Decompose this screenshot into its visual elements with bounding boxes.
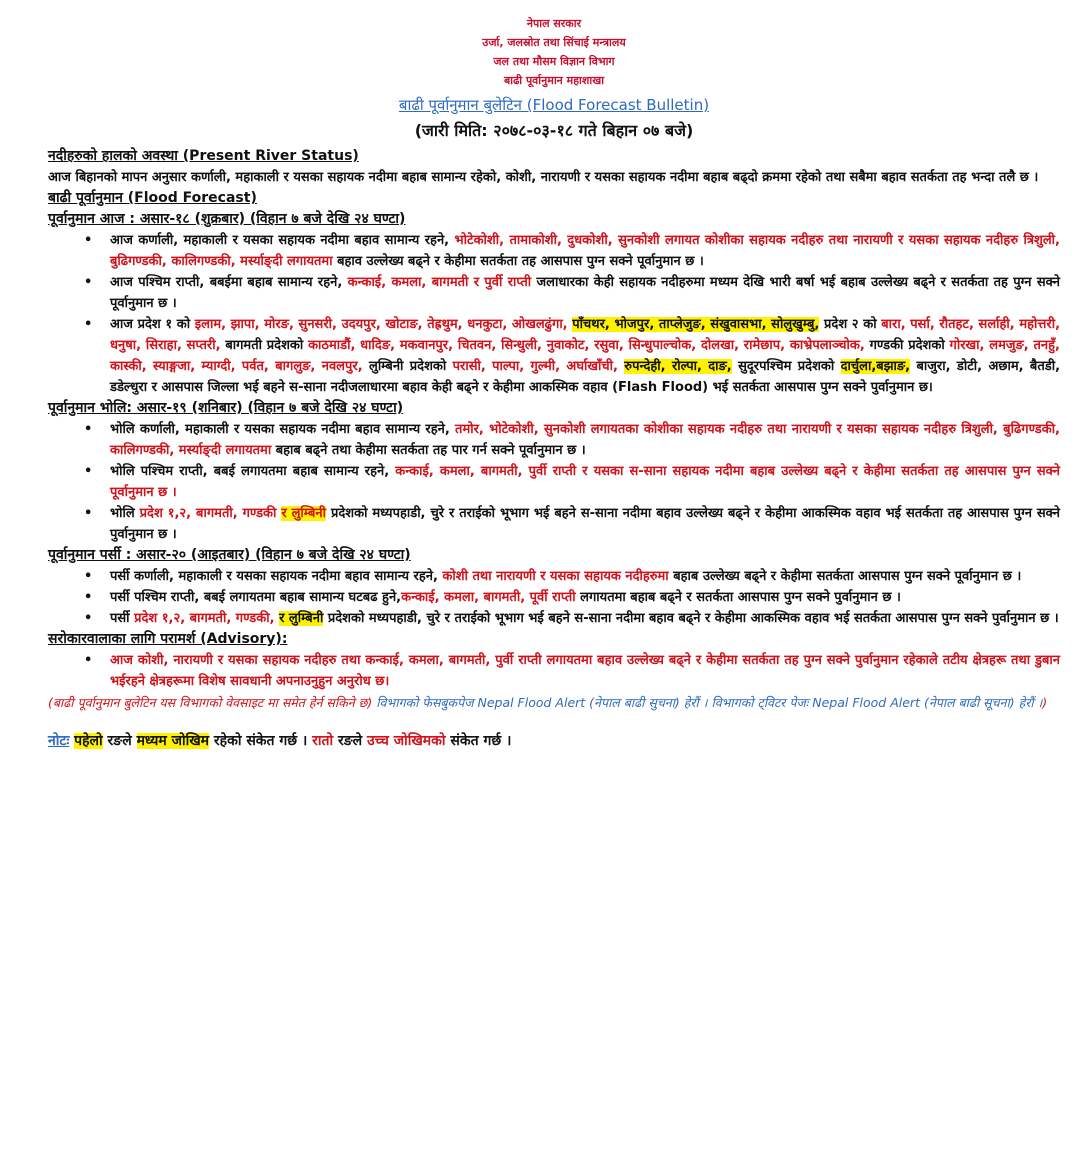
forecast-dayafter-heading: पूर्वानुमान पर्सी : असार-२० (आइतबार) (विहान ७ बजे देखि २४ घण्टा): [48, 547, 411, 563]
note-label: नोटः: [48, 733, 70, 749]
yellow-highlight: र लुम्बिनी: [279, 611, 324, 626]
flood-forecast-heading: बाढी पूर्वानुमान (Flood Forecast): [48, 190, 257, 206]
gov-header: [48, 14, 1060, 90]
bullet-icon: •: [84, 569, 93, 584]
header-line-ministry: उर्जा, जलस्रोत तथा सिंचाई मन्त्रालय: [482, 36, 626, 49]
advisory-heading: सरोकारवालाका लागि परामर्श (Advisory):: [48, 631, 288, 647]
list-item: • भोलि पश्चिम राप्ती, बबई लगायतमा बहाब सामान्य रहने, कन्काई, कमला, बागमती, पुर्वी राप्ती र यसका स-साना सहायक नदीमा बहाब उल्लेख्य बढ्ने र केहीमा सतर्कता तह आसपास पुग्न सक्ने पूर्वानुमान छ ।: [48, 461, 1060, 503]
forecast-tomorrow-list: [48, 419, 1060, 545]
bullet-icon: •: [84, 275, 93, 290]
footer-links-note: (बाढी पूर्वानुमान बुलेटिन यस विभागको वेवसाइट मा समेत हेर्न सकिने छ) विभागको फेसबुकपेज Nepal Flood Alert (नेपाल बाढी सुचना) हेरौं । विभागको ट्विटर पेजः Nepal Flood Alert (नेपाल बाढी सूचना) हेरौं ।): [48, 695, 1048, 710]
list-item: • भोलि प्रदेश १,२, बागमती, गण्डकी र लुम्बिनी प्रदेशको मध्यपहाडी, चुरे र तराईको भूभाग भई बहने स-साना नदीमा बहाव उल्लेख्य बढ्ने र केहीमा आकस्मिक वहाव भई सतर्कता तह आसपास पुग्न सक्ने पुर्वानुमान छ ।: [48, 503, 1060, 545]
present-status-text: आज बिहानको मापन अनुसार कर्णाली, महाकाली र यसका सहायक नदीमा बहाब सामान्य रहेको, कोशी, नारायणी र यसका सहायक नदीमा बहाब बढ्दो क्रममा रहेको तथा सबैमा बहाव सतर्कता तह भन्दा तलै छ ।: [48, 170, 1039, 185]
yellow-highlight: दार्चुला,बझाङ,: [840, 359, 911, 374]
bullet-icon: •: [84, 464, 93, 479]
bullet-icon: •: [84, 611, 93, 626]
yellow-highlight: र लुम्बिनी: [281, 506, 327, 521]
bullet-icon: •: [84, 317, 93, 332]
yellow-meaning: मध्यम जोखिम: [136, 733, 210, 749]
list-item: • भोलि कर्णाली, महाकाली र यसका सहायक नदीमा बहाव सामान्य रहने, तमोर, भोटेकोशी, सुनकोशी लगायतका कोशीका सहायक नदीहरु तथा नारायणी र यसका सहायक नदीहरु त्रिशुली, बुढिगण्डकी, कालिगण्डकी, मर्स्याङ्दी लगायतमा बहाब बढ्ने तथा केहीमा सतर्कता तह पार गर्न सक्ने पूर्वानुमान छ ।: [48, 419, 1060, 461]
website-note: बाढी पूर्वानुमान बुलेटिन यस विभागको वेवसाइट मा समेत हेर्न सकिने छ): [52, 695, 373, 710]
red-word: रातो: [312, 733, 334, 749]
color-legend-note: नोटः पहेलो रङले मध्यम जोखिम रहेको संकेत गर्छ । रातो रङले उच्च जोखिमको संकेत गर्छ ।: [48, 733, 512, 749]
header-line-department: जल तथा मौसम विज्ञान विभाग: [493, 55, 615, 68]
bulletin-page: [48, 14, 1060, 752]
social-media-note: विभागको फेसबुकपेज Nepal Flood Alert (नेपाल बाढी सुचना) हेरौं । विभागको ट्विटर पेजः Nepal Flood Alert (नेपाल बाढी सूचना) हेरौं ।: [372, 695, 1043, 710]
bulletin-title: बाढी पूर्वानुमान बुलेटिन (Flood Forecast Bulletin): [398, 96, 710, 114]
bullet-icon: •: [84, 506, 93, 521]
list-item: • आज कोशी, नारायणी र यसका सहायक नदीहरु तथा कन्काई, कमला, बागमती, पुर्वी राप्ती लगायतमा बहाव उल्लेख्य बढ्ने र केहीमा सतर्कता तह पुग्न सक्ने पुर्वानुमान रहेकाले तटीय क्षेत्रहरू तथा डुबान भईरहने क्षेत्रहरूमा विशेष सावधानी अपनाउनुहुन अनुरोध छ।: [48, 650, 1060, 692]
bullet-icon: •: [84, 233, 93, 248]
forecast-dayafter-list: [48, 566, 1060, 629]
yellow-highlight: रुपन्देही, रोल्पा, दाङ,: [624, 359, 732, 374]
list-item: • आज प्रदेश १ को इलाम, झापा, मोरङ, सुनसरी, उदयपुर, खोटाङ, तेह्रथुम, धनकुटा, ओखलढुंगा, पाँचथर, भोजपुर, ताप्लेजुङ, संखुवासभा, सोलुखुम्बु, प्रदेश २ को बारा, पर्सा, रौतहट, सर्लाही, महोत्तरी, धनुषा, सिराहा, सप्तरी, बागमती प्रदेशको काठमाडौं, धादिङ, मकवानपुर, चितवन, सिन्धुली, नुवाकोट, रसुवा, सिन्धुपाल्चोक, दोलखा, रामेछाप, काभ्रेपलाञ्चोक, गण्डकी प्रदेशको गोरखा, लमजुङ, तनहुँ, कास्की, स्याङ्गजा, म्याग्दी, पर्वत, बागलुङ, नवलपुर, लुम्बिनी प्रदेशको परासी, पाल्पा, गुल्मी, अर्घाखाँची, रुपन्देही, रोल्पा, दाङ, सुदूरपश्चिम प्रदेशको दार्चुला,बझाङ, बाजुरा, डोटी, अछाम, बैतडी, डडेल्धुरा र आसपास जिल्ला भई बहने स-साना नदीजलाधारमा बहाव केही बढ्ने र केहीमा आकस्मिक वहाव (Flash Flood) भई सतर्कता आसपास पुग्न सक्ने पुर्वानुमान छ।: [48, 314, 1060, 398]
forecast-today-list: [48, 230, 1060, 398]
forecast-today-heading: पूर्वानुमान आज : असार-१८ (शुक्रबार) (विहान ७ बजे देखि २४ घण्टा): [48, 211, 406, 227]
present-status-heading: नदीहरुको हालको अवस्था (Present River Status): [48, 148, 359, 164]
list-item: • आज कर्णाली, महाकाली र यसका सहायक नदीमा बहाव सामान्य रहने, भोटेकोशी, तामाकोशी, दुधकोशी, सुनकोशी लगायत कोशीका सहायक नदीहरु तथा नारायणी र यसका सहायक नदीहरु त्रिशुली, बुढिगण्डकी, कालिगण्डकी, मर्स्याङ्दी लगायतमा बहाव उल्लेख्य बढ्ने र केहीमा सतर्कता तह आसपास पुग्न सक्ने पूर्वानुमान छ ।: [48, 230, 1060, 272]
bullet-icon: •: [84, 653, 93, 668]
red-meaning: उच्च जोखिमको: [367, 733, 446, 749]
issue-date: (जारी मिति: २०७८-०३-१८ गते बिहान ०७ बजे): [414, 121, 694, 140]
bullet-icon: •: [84, 590, 93, 605]
list-item: • पर्सी प्रदेश १,२, बागमती, गण्डकी, र लुम्बिनी प्रदेशको मध्यपहाडी, चुरे र तराईको भूभाग भई बहने स-साना नदीमा बहाव बढ्ने र केहीमा आकस्मिक वहाव भई सतर्कता आसपास पुग्न सक्ने पुर्वानुमान छ ।: [48, 608, 1060, 629]
header-line-government: नेपाल सरकार: [526, 17, 582, 30]
bullet-icon: •: [84, 422, 93, 437]
header-line-division: बाढी पूर्वानुमान महाशाखा: [503, 74, 605, 87]
list-item: • पर्सी कर्णाली, महाकाली र यसका सहायक नदीमा बहाव सामान्य रहने, कोशी तथा नारायणी र यसका सहायक नदीहरुमा बहाब उल्लेख्य बढ्ने र केहीमा सतर्कता आसपास पुग्न सक्ने पूर्वानुमान छ ।: [48, 566, 1060, 587]
yellow-highlight: पाँचथर, भोजपुर, ताप्लेजुङ, संखुवासभा, सोलुखुम्बु,: [572, 317, 820, 332]
list-item: • पर्सी पश्चिम राप्ती, बबई लगायतमा बहाब सामान्य घटबढ हुने,कन्काई, कमला, बागमती, पूर्वी राप्ती लगायतमा बहाब बढ्ने र सतर्कता आसपास पुग्न सक्ने पुर्वानुमान छ ।: [48, 587, 1060, 608]
advisory-list: [48, 650, 1060, 692]
forecast-tomorrow-heading: पूर्वानुमान भोलि: असार-१९ (शनिबार) (विहान ७ बजे देखि २४ घण्टा): [48, 400, 404, 416]
yellow-word: पहेलो: [74, 733, 103, 749]
list-item: • आज पश्चिम राप्ती, बबईमा बहाब सामान्य रहने, कन्काई, कमला, बागमती र पुर्वी राप्ती जलाधारका केही सहायक नदीहरुमा मध्यम देखि भारी बर्षा भई बहाब उल्लेख्य बढ्ने र सतर्कता तह पुग्न सक्ने पूर्वानुमान छ ।: [48, 272, 1060, 314]
